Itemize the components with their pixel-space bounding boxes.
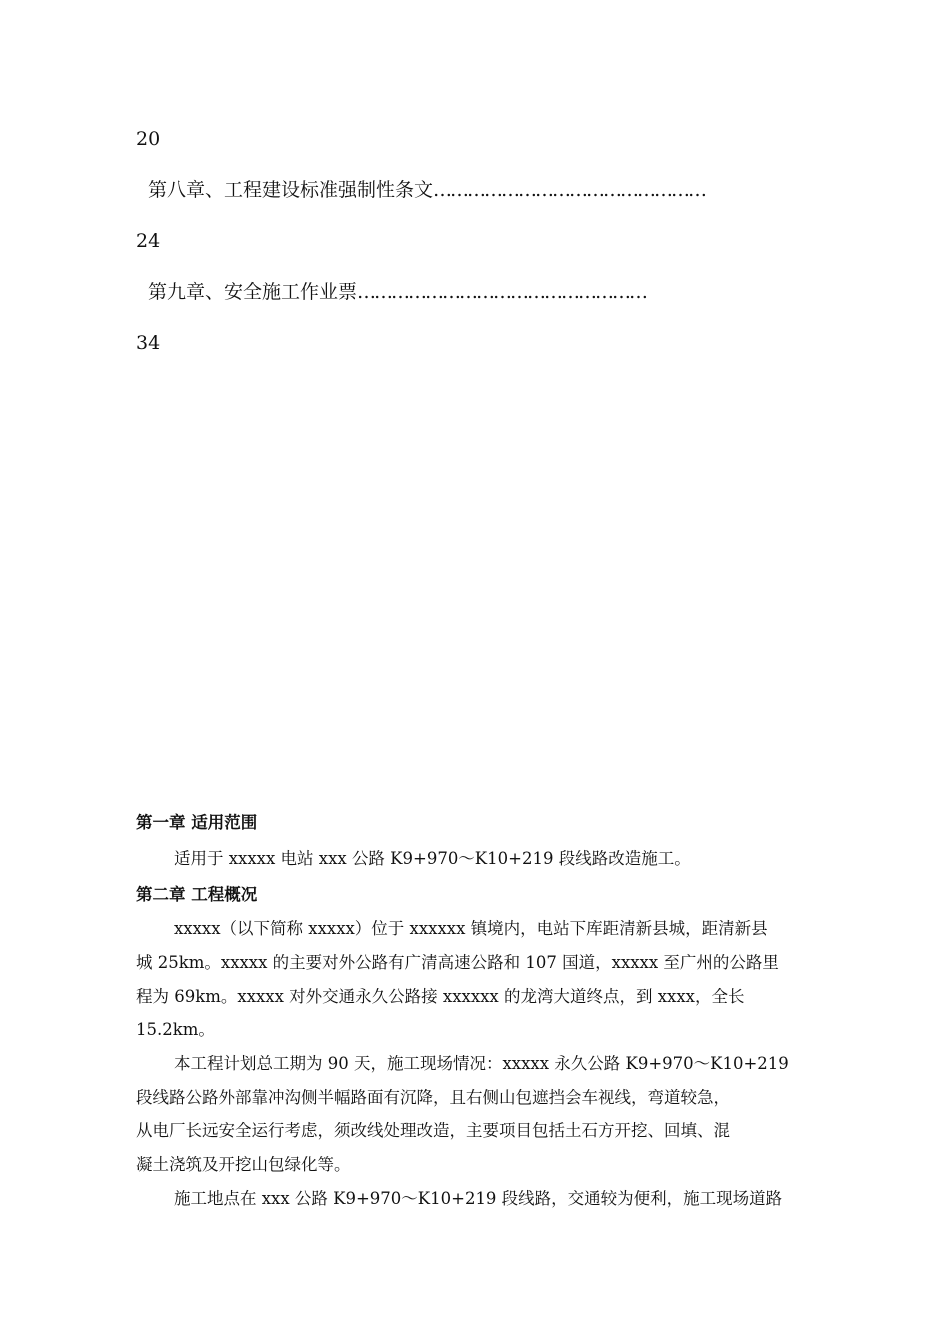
toc-dot-leader: …………………………………………: [433, 179, 706, 201]
toc-page-number-20: 20: [136, 128, 161, 150]
toc-page-number-24: 24: [136, 230, 161, 252]
toc-dot-leader: ……………………………………………: [357, 281, 647, 303]
chapter-2-paragraph-1-line-1: xxxxx（以下简称 xxxxx）位于 xxxxxx 镇境内，电站下库距清新县城，距清新县: [174, 919, 768, 938]
toc-entry-title: 第八章、工程建设标准强制性条文: [148, 179, 434, 201]
toc-entry-title: 第九章、安全施工作业票: [148, 281, 358, 303]
chapter-2-paragraph-2-line-1: 本工程计划总工期为 90 天，施工现场情况：xxxxx 永久公路 K9+970～K10+219: [174, 1054, 789, 1073]
chapter-2-paragraph-2-line-2: 段线路公路外部靠冲沟侧半幅路面有沉降，且右侧山包遮挡会车视线，弯道较急，: [136, 1088, 730, 1107]
chapter-2-paragraph-1-line-4: 15.2km。: [136, 1020, 215, 1039]
chapter-2-paragraph-2-line-4: 凝土浇筑及开挖山包绿化等。: [136, 1155, 351, 1174]
chapter-2-paragraph-1-line-3: 程为 69km。xxxxx 对外交通永久公路接 xxxxxx 的龙湾大道终点，到 xxxx，全长: [136, 987, 745, 1006]
chapter-1-heading: 第一章 适用范围: [136, 813, 258, 832]
toc-entry-chapter-8[interactable]: [148, 177, 838, 203]
chapter-2-paragraph-2-line-3: 从电厂长远安全运行考虑，须改线处理改造，主要项目包括土石方开挖、回填、混: [136, 1121, 730, 1140]
toc-entry-chapter-9[interactable]: [148, 279, 838, 305]
chapter-2-paragraph-3-line-1: 施工地点在 xxx 公路 K9+970～K10+219 段线路，交通较为便利，施工现场道路: [174, 1189, 783, 1208]
toc-page-number-34: 34: [136, 332, 161, 354]
chapter-1-paragraph-line: 适用于 xxxxx 电站 xxx 公路 K9+970～K10+219 段线路改造施工。: [174, 849, 691, 868]
chapter-2-heading: 第二章 工程概况: [136, 885, 258, 904]
chapter-2-paragraph-1-line-2: 城 25km。xxxxx 的主要对外公路有广清高速公路和 107 国道，xxxxx 至广州的公路里: [136, 953, 779, 972]
